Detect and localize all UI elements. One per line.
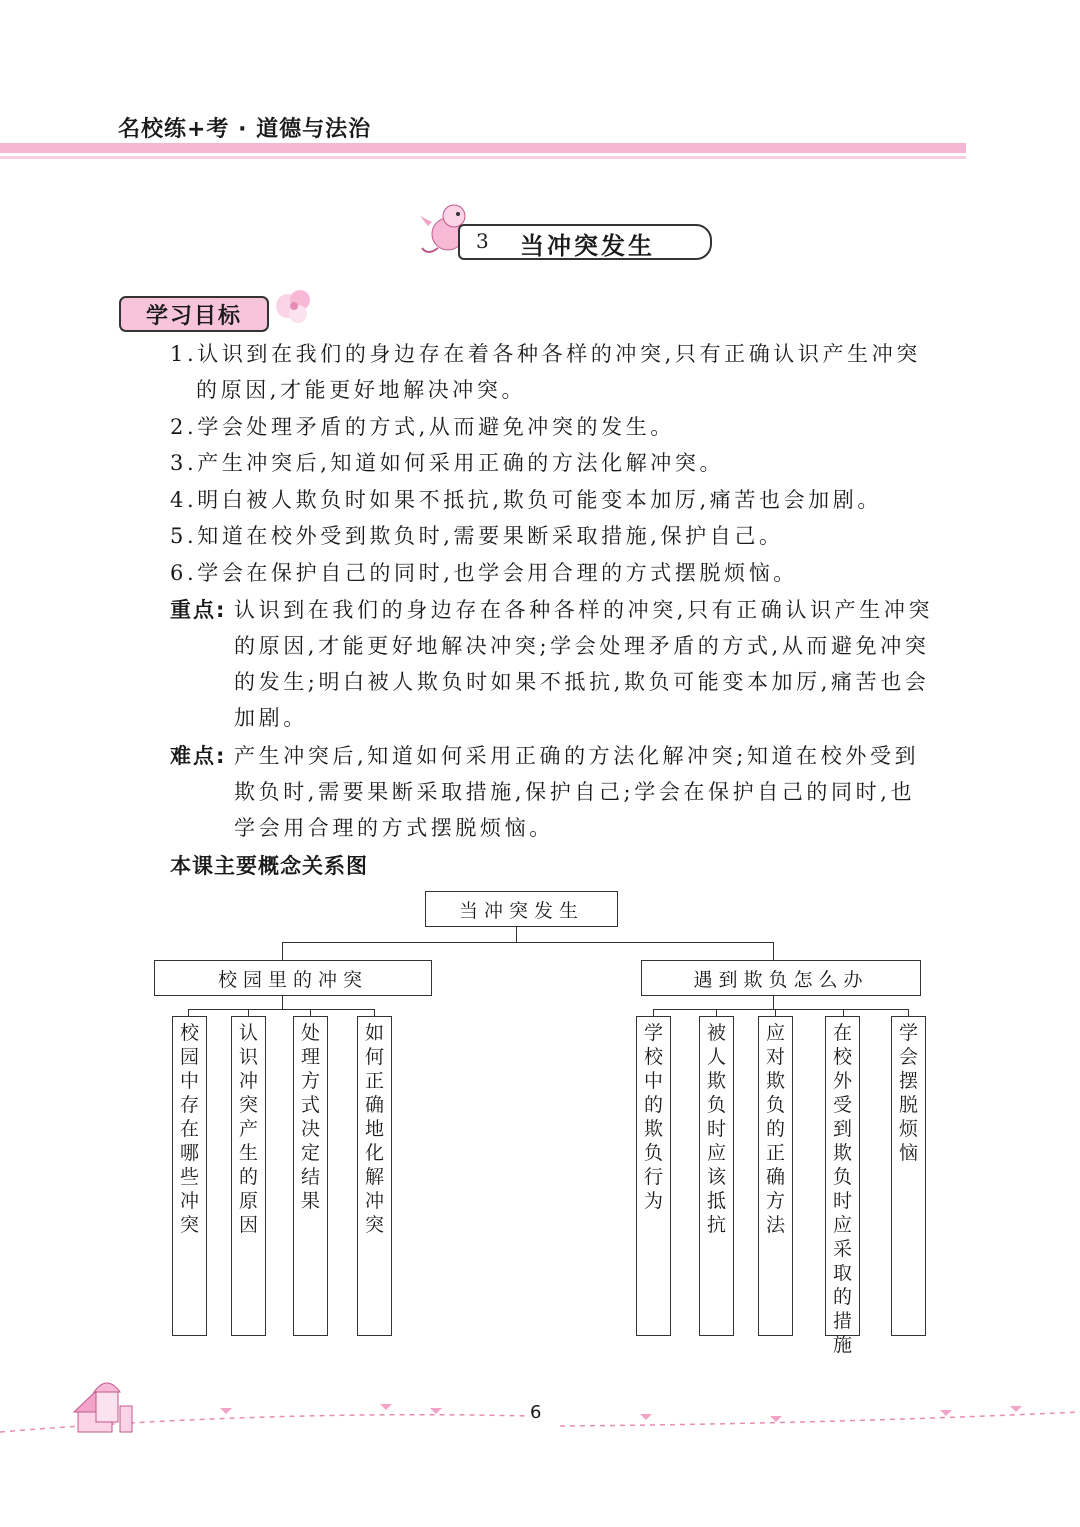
key-points-line: 的发生;明白被人欺负时如果不抵抗,欺负可能变本加厉,痛苦也会 [234,670,930,694]
key-points-line: 的原因,才能更好地解决冲突;学会处理矛盾的方式,从而避免冲突 [234,634,930,658]
difficult-points-line: 学会用合理的方式摆脱烦恼。 [234,816,554,840]
difficult-points-label: 难点: [170,744,227,768]
concept-leaf: 学会摆脱烦恼 [891,1016,926,1336]
concept-leaf: 被人欺负时应该抵抗 [699,1016,734,1336]
concept-root: 当冲突发生 [425,891,618,927]
book-title: 名校练+考 · 道德与法治 [118,117,372,142]
concept-leaf: 学校中的欺负行为 [636,1016,671,1336]
connector [516,927,517,943]
connector [188,1009,375,1010]
objective-item: 3.产生冲突后,知道如何采用正确的方法化解冲突。 [170,451,725,475]
key-points-line: 认识到在我们的身边存在各种各样的冲突,只有正确认识产生冲突 [234,598,934,622]
connector [773,942,774,961]
difficult-points-line: 产生冲突后,知道如何采用正确的方法化解冲突;知道在校外受到 [234,744,920,768]
objectives-label: 学习目标 [119,296,269,332]
lesson-number: 3 [476,229,489,253]
concept-leaf: 在校外受到欺负时应采取的措施 [825,1016,860,1336]
objective-item: 1.认识到在我们的身边存在着各种各样的冲突,只有正确认识产生冲突 [170,342,921,366]
connector [282,942,774,943]
connector [773,996,774,1009]
connector [282,996,283,1009]
objective-item: 的原因,才能更好地解决冲突。 [196,378,527,402]
objective-item: 4.明白被人欺负时如果不抵抗,欺负可能变本加厉,痛苦也会加剧。 [170,488,882,512]
connector [653,1009,908,1010]
flower-decoration-icon [268,284,320,328]
concept-leaf: 如何正确地化解冲突 [357,1016,392,1336]
connector [282,942,283,961]
concept-leaf: 处理方式决定结果 [293,1016,328,1336]
concept-leaf: 应对欺负的正确方法 [758,1016,793,1336]
header-rule-thin [0,156,966,159]
difficult-points-line: 欺负时,需要果断采取措施,保护自己;学会在保护自己的同时,也 [234,780,916,804]
lesson-title: 当冲突发生 [520,232,655,260]
concept-leaf: 校园中存在哪些冲突 [172,1016,207,1336]
objective-item: 2.学会处理矛盾的方式,从而避免冲突的发生。 [170,415,675,439]
objective-item: 5.知道在校外受到欺负时,需要果断采取措施,保护自己。 [170,524,784,548]
concept-map-heading: 本课主要概念关系图 [170,854,368,878]
key-points-label: 重点: [170,598,227,622]
concept-leaf: 认识冲突产生的原因 [231,1016,266,1336]
objective-item: 6.学会在保护自己的同时,也学会用合理的方式摆脱烦恼。 [170,561,798,585]
concept-branch-left: 校园里的冲突 [154,960,432,996]
page-number: 6 [530,1402,542,1423]
concept-branch-right: 遇到欺负怎么办 [641,960,921,996]
key-points-line: 加剧。 [234,706,308,730]
header-rule [0,143,966,153]
house-icon [74,1383,132,1432]
